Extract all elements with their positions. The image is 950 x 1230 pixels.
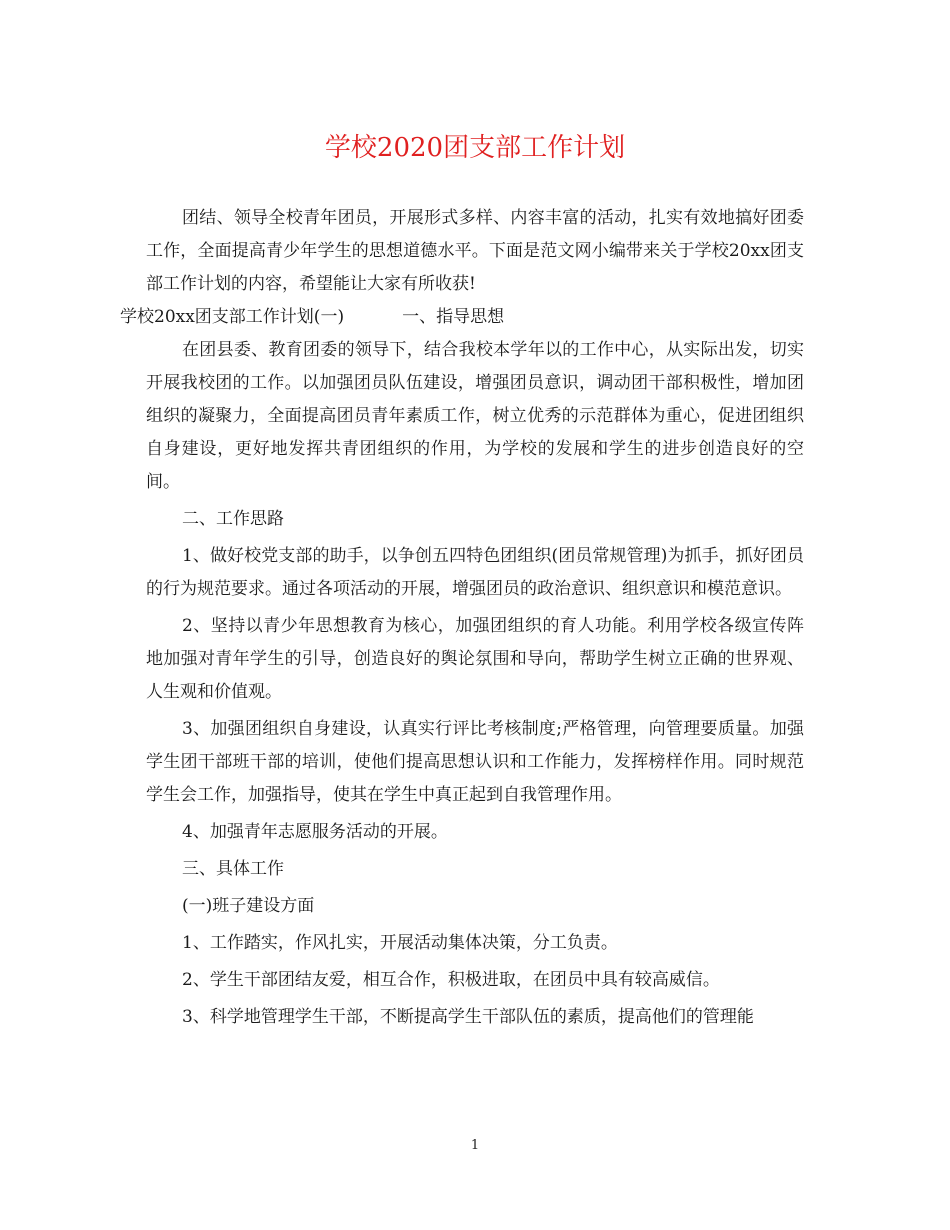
document-body — [120, 202, 804, 1034]
paragraph-guiding-thought: 在团县委、教育团委的领导下，结合我校本学年以的工作中心，从实际出发，切实开展我校团的工作。以加强团员队伍建设，增强团员意识，调动团干部积极性，增加团组织的凝聚力，全面提高团员青年素质工作，树立优秀的示范群体为重心，促进团组织自身建设，更好地发挥共青团组织的作用，为学校的发展和学生的进步创造良好的空间。 — [146, 340, 804, 492]
paragraph-idea-4: 4、加强青年志愿服务活动的开展。 — [182, 822, 448, 842]
heading-guiding-thought: 一、指导思想 — [402, 307, 505, 327]
paragraph-idea-2: 2、坚持以青少年思想教育为核心，加强团组织的育人功能。利用学校各级宣传阵地加强对青年学生的引导，创造良好的舆论氛围和导向，帮助学生树立正确的世界观、人生观和价值观。 — [146, 616, 804, 702]
plan-subtitle: 学校20xx团支部工作计划(一) — [120, 307, 345, 327]
paragraph-intro: 团结、领导全校青年团员，开展形式多样、内容丰富的活动，扎实有效地搞好团委工作，全面提高青少年学生的思想道德水平。下面是范文网小编带来关于学校20xx团支部工作计划的内容，希望能让大家有所收获! — [146, 208, 804, 294]
paragraph-team-1: 1、工作踏实，作风扎实，开展活动集体决策，分工负责。 — [182, 933, 618, 953]
section-line — [120, 301, 804, 334]
document-title: 学校2020团支部工作计划 — [324, 133, 626, 163]
page-number: 1 — [470, 1138, 480, 1153]
heading-team-building: (一)班子建设方面 — [182, 896, 315, 916]
paragraph-team-2: 2、学生干部团结友爱，相互合作，积极进取，在团员中具有较高威信。 — [182, 970, 720, 990]
paragraph-idea-3: 3、加强团组织自身建设，认真实行评比考核制度;严格管理，向管理要质量。加强学生团干部班干部的培训，使他们提高思想认识和工作能力，发挥榜样作用。同时规范学生会工作，加强指导，使其在学生中真正起到自我管理作用。 — [146, 719, 804, 805]
paragraph-team-3: 3、科学地管理学生干部，不断提高学生干部队伍的素质，提高他们的管理能 — [182, 1007, 754, 1027]
heading-work-ideas: 二、工作思路 — [182, 509, 284, 529]
paragraph-idea-1: 1、做好校党支部的助手，以争创五四特色团组织(团员常规管理)为抓手，抓好团员的行为规范要求。通过各项活动的开展，增强团员的政治意识、组织意识和模范意识。 — [146, 546, 804, 599]
heading-specific-work: 三、具体工作 — [182, 859, 284, 879]
